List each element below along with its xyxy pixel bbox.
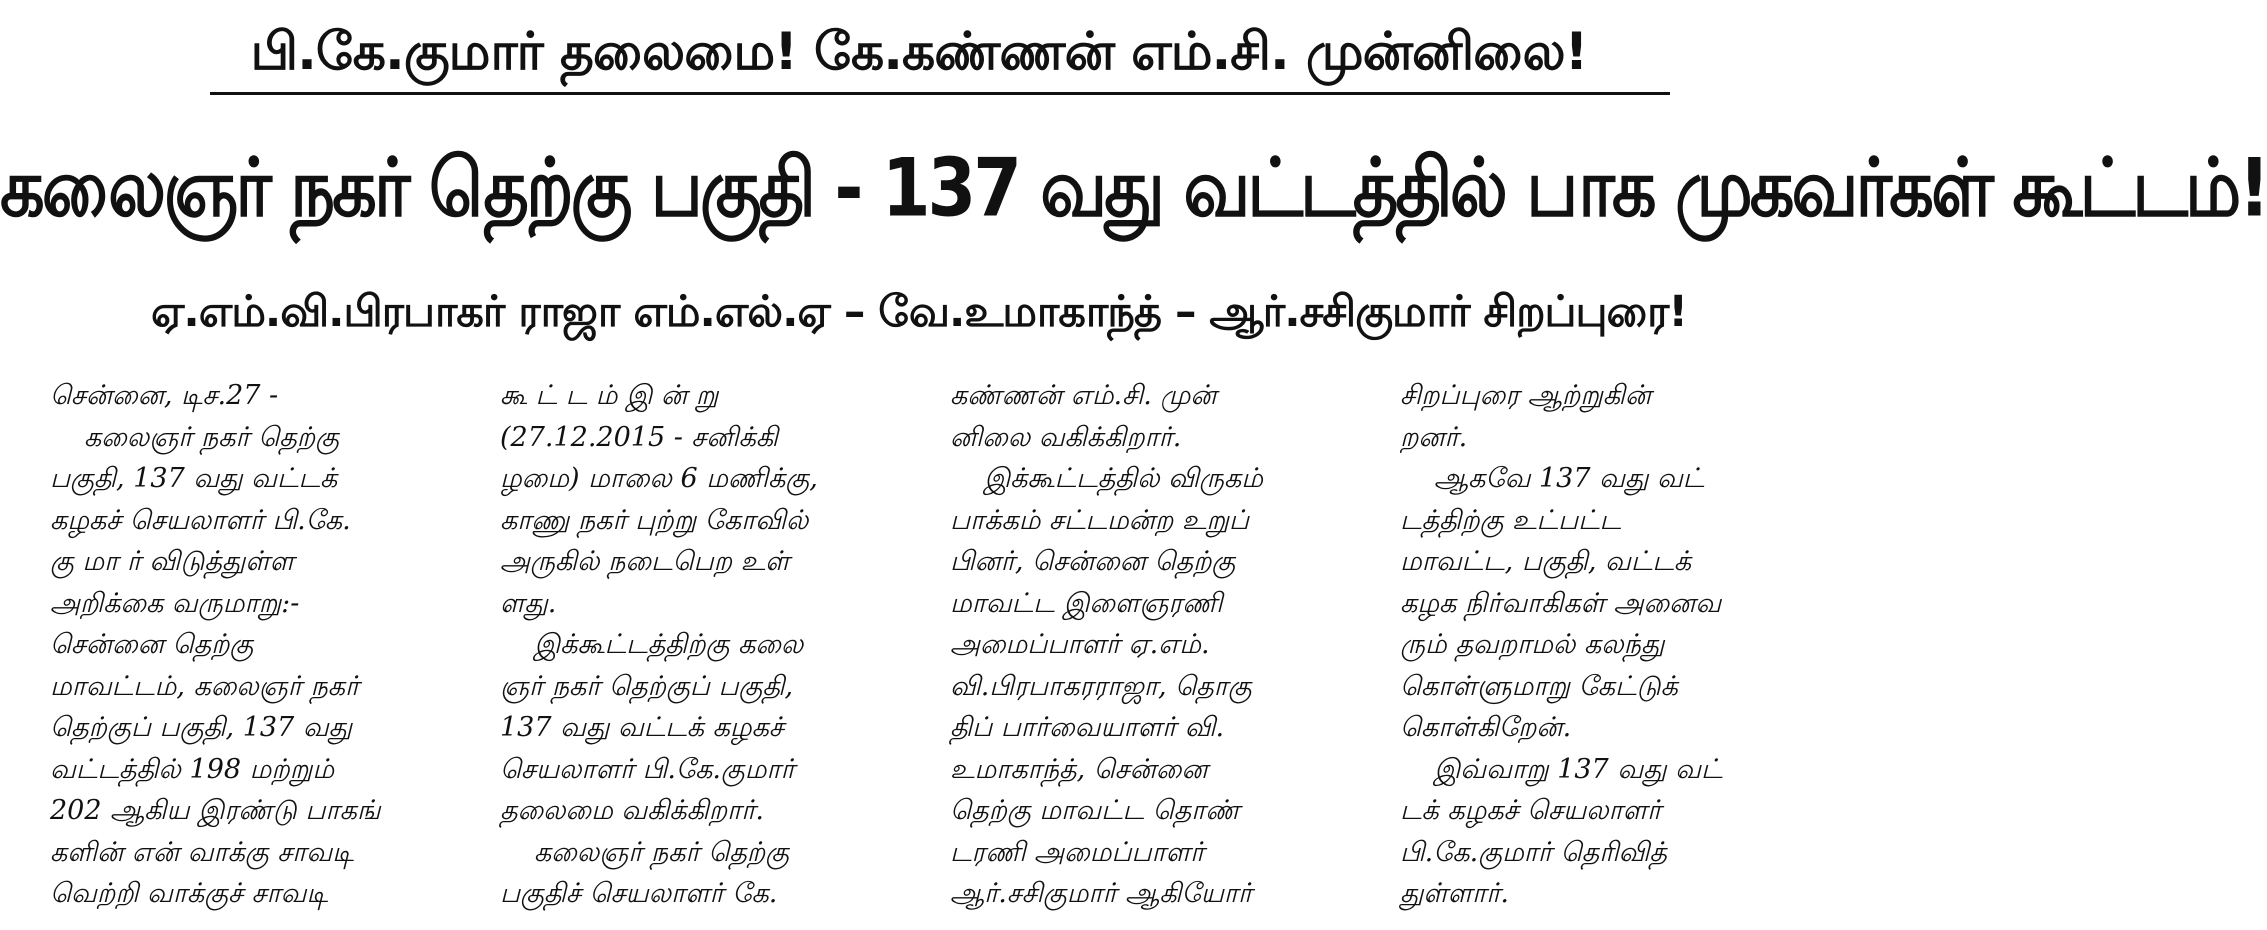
text-line: மாவட்டம், கலைஞர் நகர் — [50, 670, 360, 702]
text-line: சென்னை, டிச.27 - — [50, 380, 279, 411]
text-line: ஞர் நகர் தெற்குப் பகுதி, — [500, 670, 794, 702]
text-line: அருகில் நடைபெற உள் — [500, 546, 790, 577]
text-line: கு மா ர் விடுத்துள்ள — [50, 546, 295, 577]
text-line: ஆகவே 137 வது வட் — [1434, 463, 1705, 494]
article-column-4 — [1400, 375, 1830, 915]
text-line: அறிக்கை வருமாறு:- — [50, 587, 300, 619]
text-line: கண்ணன் எம்.சி. முன் — [950, 380, 1217, 411]
text-line: றனர். — [1400, 421, 1468, 453]
text-line: காணு நகர் புற்று கோவில் — [500, 504, 809, 536]
text-line: கலைஞர் நகர் தெற்கு — [534, 836, 790, 868]
article-column-2 — [500, 375, 930, 915]
text-line: தெற்குப் பகுதி, 137 வது — [50, 712, 353, 743]
text-line: பாக்கம் சட்டமன்ற உறுப் — [950, 504, 1250, 536]
text-line: தெற்கு மாவட்ட தொண் — [950, 795, 1240, 826]
article-column-1 — [50, 375, 480, 915]
kicker-headline: பி.கே.குமார் தலைமை! கே.கண்ணன் எம்.சி. முன்னிலை! — [250, 22, 1588, 82]
article-column-3 — [950, 375, 1380, 915]
text-line: வி.பிரபாகரராஜா, தொகு — [950, 670, 1252, 702]
text-line: பகுதிச் செயலாளர் கே. — [500, 878, 778, 909]
text-line: கழகச் செயலாளர் பி.கே. — [50, 504, 351, 536]
text-line: பி.கே.குமார் தெரிவித் — [1400, 836, 1667, 868]
text-line: கூ ட் ட ம் இ ன் று — [500, 380, 719, 411]
text-line: ரும் தவறாமல் கலந்து — [1400, 629, 1665, 660]
text-line: 202 ஆகிய இரண்டு பாகங் — [50, 795, 381, 826]
main-headline: கலைஞர் நகர் தெற்கு பகுதி - 137 வது வட்டத்தில் பாக முகவர்கள் கூட்டம்! — [0, 140, 2267, 236]
text-line: டக் கழகச் செயலாளர் — [1400, 795, 1662, 826]
text-line: தலைமை வகிக்கிறார். — [500, 795, 764, 826]
text-line: இக்கூட்டத்தில் விருகம் — [984, 463, 1264, 494]
text-line: உமாகாந்த், சென்னை — [950, 753, 1208, 785]
sub-headline: ஏ.எம்.வி.பிரபாகர் ராஜா எம்.எல்.ஏ – வே.உமாகாந்த் – ஆர்.சசிகுமார் சிறப்புரை! — [150, 287, 1688, 337]
text-line: (27.12.2015 - சனிக்கி — [500, 421, 779, 453]
text-line: துள்ளார். — [1400, 878, 1509, 909]
text-line: பினர், சென்னை தெற்கு — [950, 546, 1236, 577]
text-line: இவ்வாறு 137 வது வட் — [1434, 753, 1723, 785]
text-line: திப் பார்வையாளர் வி. — [950, 712, 1225, 743]
text-line: அமைப்பாளர் ஏ.எம். — [950, 629, 1210, 660]
text-line: வட்டத்தில் 198 மற்றும் — [50, 753, 335, 785]
text-line: டரணி அமைப்பாளர் — [950, 836, 1205, 868]
text-line: கொள்ளுமாறு கேட்டுக் — [1400, 670, 1678, 702]
article-body — [50, 375, 1838, 930]
text-line: ஆர்.சசிகுமார் ஆகியோர் — [950, 878, 1253, 909]
text-line: ழமை) மாலை 6 மணிக்கு, — [500, 463, 818, 494]
text-line: வெற்றி வாக்குச் சாவடி — [50, 878, 329, 909]
text-line: டத்திற்கு உட்பட்ட — [1400, 504, 1622, 536]
kicker-divider — [210, 92, 1670, 95]
text-line: செயலாளர் பி.கே.குமார் — [500, 753, 795, 785]
text-line: களின் என் வாக்கு சாவடி — [50, 836, 354, 868]
text-line: கழக நிர்வாகிகள் அனைவ — [1400, 587, 1722, 619]
text-line: 137 வது வட்டக் கழகச் — [500, 712, 784, 743]
text-line: கலைஞர் நகர் தெற்கு — [84, 421, 340, 453]
text-line: இக்கூட்டத்திற்கு கலை — [534, 629, 804, 660]
text-line: ளது. — [500, 587, 557, 619]
text-line: னிலை வகிக்கிறார். — [950, 421, 1182, 453]
text-line: மாவட்ட, பகுதி, வட்டக் — [1400, 546, 1692, 577]
text-line: பகுதி, 137 வது வட்டக் — [50, 463, 338, 494]
text-line: சென்னை தெற்கு — [50, 629, 254, 660]
text-line: கொள்கிறேன். — [1400, 712, 1572, 743]
text-line: மாவட்ட இளைஞரணி — [950, 587, 1223, 619]
text-line: சிறப்புரை ஆற்றுகின் — [1400, 380, 1652, 411]
